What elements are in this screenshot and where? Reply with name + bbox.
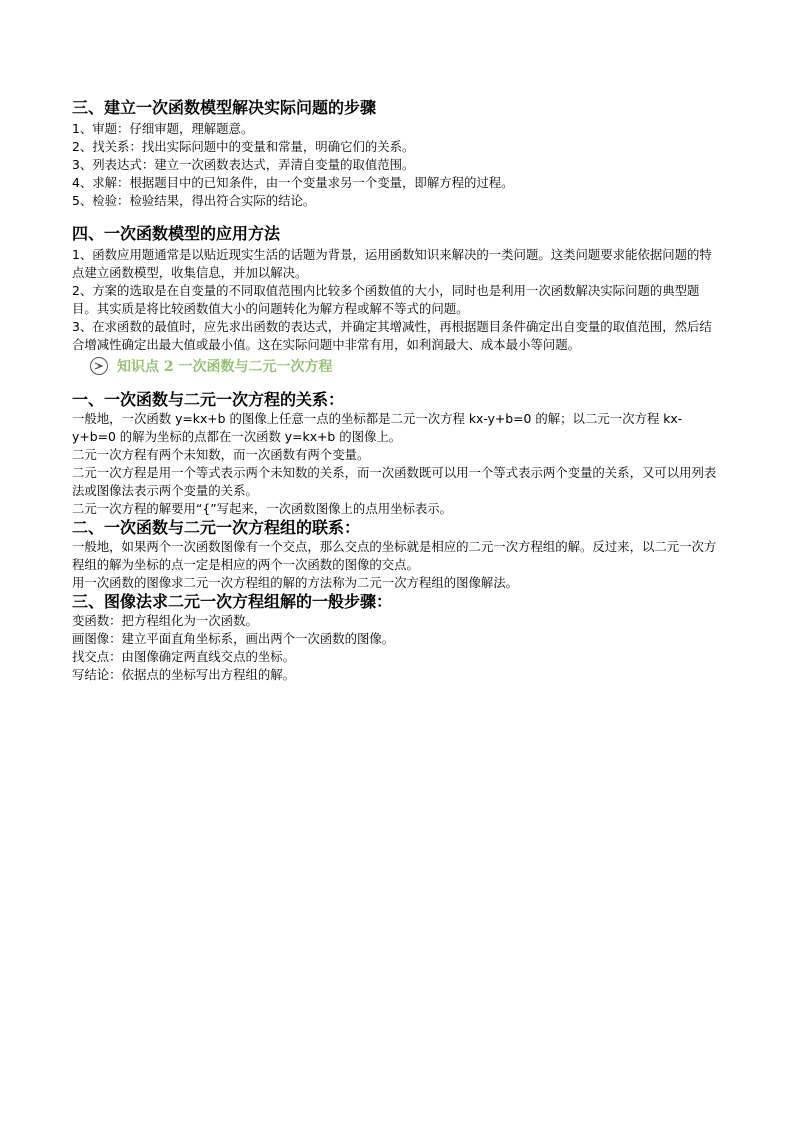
relation-body [72,410,724,518]
document-page [72,92,724,684]
graph-method-heading: 三、图像法求二元一次方程组解的一般步骤： [72,592,393,611]
arrow-circle-icon [90,357,108,375]
section-3-heading: 三、建立一次函数模型解决实际问题的步骤 [72,98,377,117]
paragraph: 1、函数应用题通常是以贴近现实生活的话题为背景，运用函数知识来解决的一类问题。这类问题要求能依据问题的特点建立函数模型，收集信息，并加以解决。 [72,247,712,280]
section-4-heading: 四、一次函数模型的应用方法 [72,224,281,243]
paragraph: 一般地，一次函数 y=kx+b 的图像上任意一点的坐标都是二元一次方程 kx-y+b=0 的解；以二元一次方程 kx-y+b=0 的解为坐标的点都在一次函数 y=kx+b 的图像上。 [72,411,683,444]
paragraph: 二元一次方程的解要用“{”写起来，一次函数图像上的点用坐标表示。 [72,501,453,516]
relation-heading: 一、一次函数与二元一次方程的关系： [72,390,345,409]
paragraph: 3、在求函数的最值时，应先求出函数的表达式，并确定其增减性，再根据题目条件确定出自变量的取值范围，然后结合增减性确定出最大值或最小值。这在实际问题中非常有用，如利润最大、成本最小等问题。 [72,319,712,352]
graph-method-steps [72,612,724,684]
step-item: 找交点：由图像确定两直线交点的坐标。 [72,649,296,664]
section-3-steps [72,120,724,210]
step-item: 变函数：把方程组化为一次函数。 [72,613,258,628]
step-item: 5、检验：检验结果，得出符合实际的结论。 [72,193,316,208]
section-4-body [72,246,724,354]
paragraph: 二元一次方程有两个未知数，而一次函数有两个变量。 [72,447,370,462]
knowledge-point-label: 知识点 2 一次函数与二元一次方程 [117,359,333,375]
paragraph: 用一次函数的图像求二元一次方程组的解的方法称为二元一次方程组的图像解法。 [72,575,519,590]
knowledge-point-banner [90,356,724,376]
step-item: 3、列表达式：建立一次函数表达式，弄清自变量的取值范围。 [72,157,415,172]
step-item: 写结论：依据点的坐标写出方程组的解。 [72,667,296,682]
step-item: 2、找关系：找出实际问题中的变量和常量，明确它们的关系。 [72,139,415,154]
paragraph: 2、方案的选取是在自变量的不同取值范围内比较多个函数值的大小，同时也是利用一次函数解决实际问题的典型题目。其实质是将比较函数值大小的问题转化为解方程或解不等式的问题。 [72,283,700,316]
step-item: 画图像：建立平面直角坐标系，画出两个一次函数的图像。 [72,631,395,646]
step-item: 1、审题：仔细审题，理解题意。 [72,121,254,136]
paragraph: 二元一次方程是用一个等式表示两个未知数的关系，而一次函数既可以用一个等式表示两个变量的关系，又可以用列表法或图像法表示两个变量的关系。 [72,465,717,498]
step-item: 4、求解：根据题目中的已知条件，由一个变量求另一个变量，即解方程的过程。 [72,175,514,190]
system-relation-body [72,538,724,592]
system-relation-heading: 二、一次函数与二元一次方程组的联系： [72,518,361,537]
paragraph: 一般地，如果两个一次函数图像有一个交点，那么交点的坐标就是相应的二元一次方程组的解。反过来，以二元一次方程组的解为坐标的点一定是相应的两个一次函数的图像的交点。 [72,539,717,572]
